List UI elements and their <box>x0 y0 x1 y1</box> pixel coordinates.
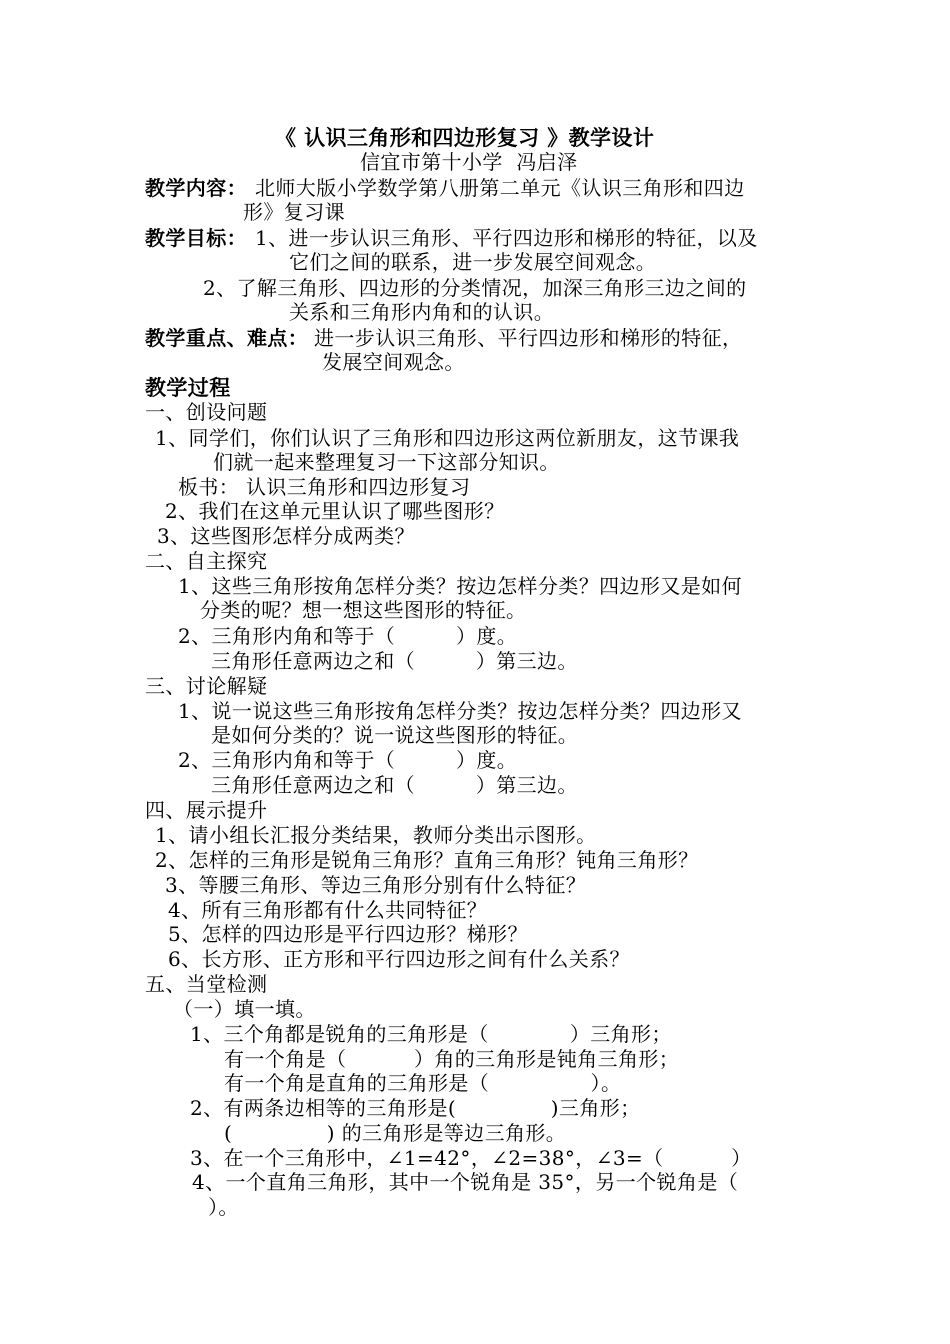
list-item: 1、说一说这些三角形按角怎样分类？按边怎样分类？四边形又 <box>178 699 742 723</box>
list-item: 们就一起来整理复习一下这部分知识。 <box>213 450 560 474</box>
subsection-heading: （一）填一填。 <box>173 997 316 1021</box>
document-title: 《 认识三角形和四边形复习 》教学设计 <box>275 125 655 150</box>
list-item: ( ) 的三角形是等边三角形。 <box>224 1121 567 1145</box>
content-text: 形》复习课 <box>243 200 345 224</box>
list-item: 4、一个直角三角形，其中一个锐角是 35°，另一个锐角是（ <box>192 1170 739 1194</box>
goal-item: 2、了解三角形、四边形的分类情况，加深三角形三边之间的 <box>203 276 747 300</box>
board-note: 板书： 认识三角形和四边形复习 <box>178 475 471 499</box>
list-item: 2、三角形内角和等于（ ）度。 <box>178 624 518 648</box>
list-item: 2、怎样的三角形是锐角三角形？直角三角形？钝角三角形？ <box>155 848 699 872</box>
section-heading: 三、讨论解疑 <box>145 674 268 698</box>
goal-item: 1、进一步认识三角形、平行四边形和梯形的特征，以及 <box>255 226 758 250</box>
list-item: 3、这些图形怎样分成两类？ <box>157 524 415 548</box>
list-item: 有一个角是（ ）角的三角形是钝角三角形； <box>224 1047 680 1071</box>
list-item: 1、三个角都是锐角的三角形是（ ）三角形； <box>190 1022 672 1046</box>
list-item: 3、等腰三角形、等边三角形分别有什么特征？ <box>165 873 587 897</box>
goal-item: 关系和三角形内角和的认识。 <box>289 300 555 324</box>
section-heading: 二、自主探究 <box>145 549 268 573</box>
key-points-text: 进一步认识三角形、平行四边形和梯形的特征， <box>314 326 743 350</box>
key-points-text: 发展空间观念。 <box>322 350 465 374</box>
goals-label: 教学目标： <box>145 226 247 250</box>
goal-item: 它们之间的联系，进一步发展空间观念。 <box>289 250 657 274</box>
list-item: 2、有两条边相等的三角形是( )三角形； <box>190 1096 641 1120</box>
section-heading: 五、当堂检测 <box>145 972 268 996</box>
list-item: 1、这些三角形按角怎样分类？按边怎样分类？四边形又是如何 <box>178 574 742 598</box>
content-label: 教学内容： <box>145 176 247 200</box>
list-item: 5、怎样的四边形是平行四边形？梯形？ <box>168 922 528 946</box>
list-item: 三角形任意两边之和（ ）第三边。 <box>211 773 578 797</box>
list-item: 2、三角形内角和等于（ ）度。 <box>178 748 518 772</box>
content-text: 北师大版小学数学第八册第二单元《认识三角形和四边 <box>255 176 745 200</box>
list-item: 1、同学们，你们认识了三角形和四边形这两位新朋友，这节课我 <box>155 426 740 450</box>
list-item: 是如何分类的？说一说这些图形的特征。 <box>211 723 579 747</box>
author-line: 信宜市第十小学 冯启泽 <box>360 150 578 174</box>
list-item: ）。 <box>208 1195 239 1219</box>
list-item: 有一个角是直角的三角形是（ ）。 <box>224 1071 622 1095</box>
list-item: 三角形任意两边之和（ ）第三边。 <box>211 649 578 673</box>
key-points-label: 教学重点、难点： <box>145 326 309 350</box>
list-item: 3、在一个三角形中，∠1=42°，∠2=38°，∠3=（ ） <box>190 1146 752 1170</box>
list-item: 6、长方形、正方形和平行四边形之间有什么关系？ <box>168 947 630 971</box>
list-item: 1、请小组长汇报分类结果，教师分类出示图形。 <box>155 823 597 847</box>
list-item: 2、我们在这单元里认识了哪些图形？ <box>165 499 505 523</box>
list-item: 4、所有三角形都有什么共同特征？ <box>168 898 488 922</box>
list-item: 分类的呢？想一想这些图形的特征。 <box>200 598 527 622</box>
process-heading: 教学过程 <box>145 375 231 400</box>
section-heading: 一、创设问题 <box>145 400 268 424</box>
section-heading: 四、展示提升 <box>145 798 268 822</box>
